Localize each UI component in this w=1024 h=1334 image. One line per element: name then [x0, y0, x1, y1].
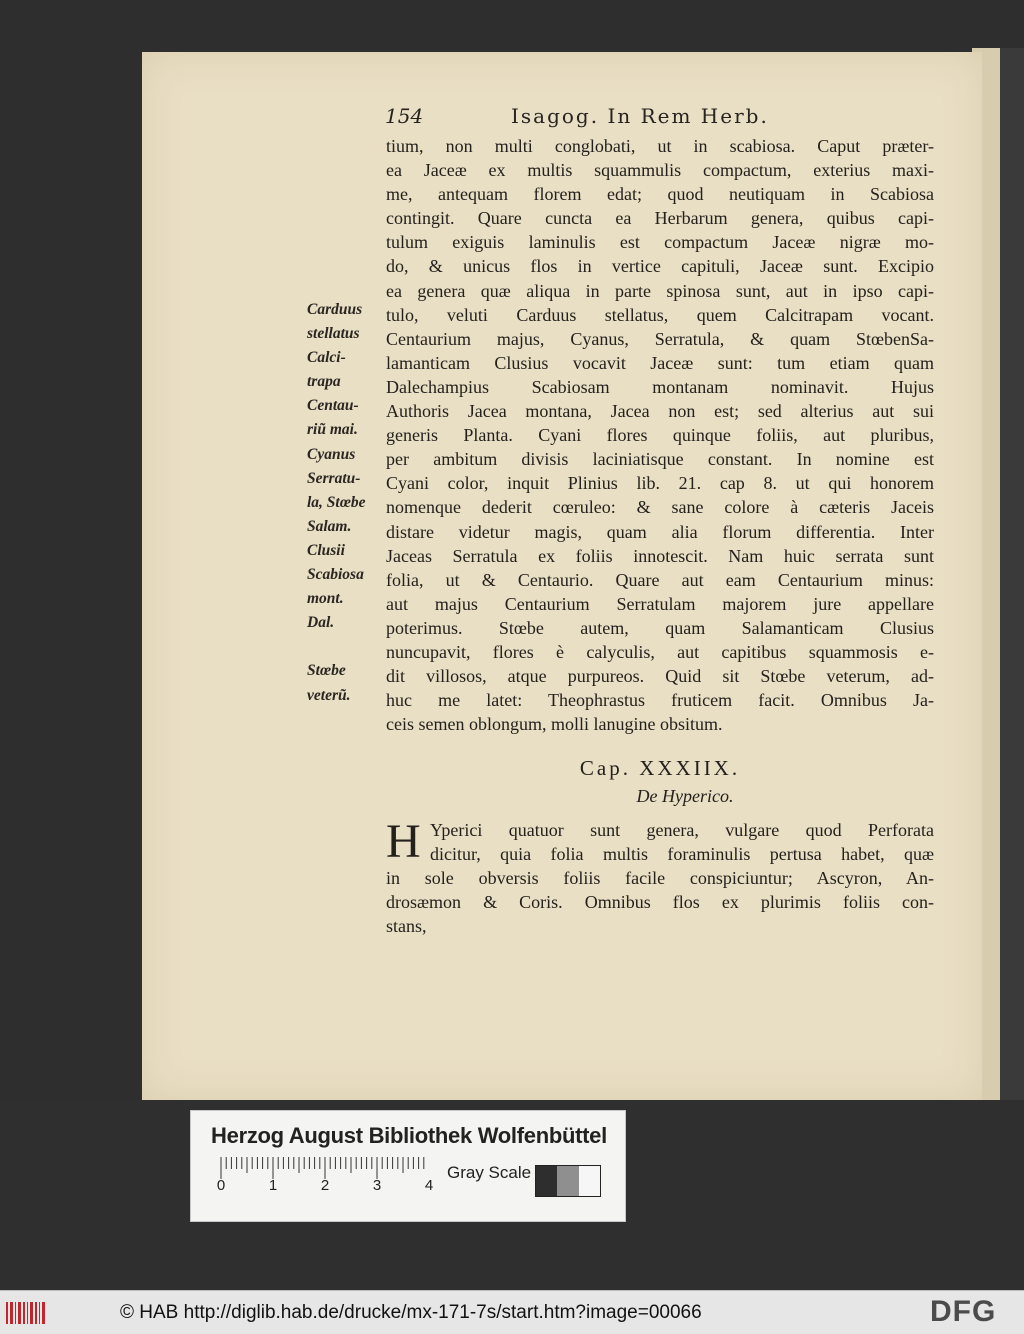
text-line: dit villosos, atque purpureos. Quid sit Stœbe veterum, ad- — [386, 666, 934, 687]
margin-note: la, Stœbe — [307, 493, 366, 511]
text-line: Authoris Jacea montana, Jacea non est; sed alterius aut sui — [386, 401, 934, 422]
body-text — [386, 134, 934, 736]
margin-note: stellatus — [307, 325, 360, 343]
catchword: stans, — [386, 916, 427, 937]
ruler-number: 1 — [268, 1177, 278, 1194]
margin-notes — [307, 298, 391, 708]
library-name: Herzog August Bibliothek Wolfenbüttel — [211, 1123, 607, 1148]
gray-patch — [557, 1166, 578, 1196]
text-line: Centaurium majus, Cyanus, Serratula, & quam StœbenSa- — [386, 328, 934, 349]
text-line: Dalechampius Scabiosam montanam nominavit. Hujus — [386, 376, 934, 397]
text-line: drosæmon & Coris. Omnibus flos ex plurimis foliis con- — [386, 892, 934, 913]
text-line: ea genera quæ aliqua in parte spinosa sunt, aut in ipso capi- — [386, 280, 934, 301]
text-line: generis Planta. Cyani flores quinque foliis, aut pluribus, — [386, 425, 934, 446]
gray-patch — [536, 1166, 557, 1196]
text-line: ea Jaceæ ex multis squammulis compactum, exterius maxi- — [386, 160, 934, 181]
margin-note: trapa — [307, 373, 341, 391]
ruler-number: 4 — [424, 1177, 434, 1194]
margin-note: Clusii — [307, 541, 345, 559]
text-line: lamanticam Clusius vocavit Jaceæ sunt: tum etiam quam — [386, 352, 934, 373]
copyright-url-link[interactable]: © HAB http://diglib.hab.de/drucke/mx-171-7s/start.htm?image=00066 — [120, 1302, 702, 1323]
margin-note: Serratu- — [307, 469, 361, 487]
text-line: tulo, veluti Carduus stellatus, quem Calcitrapam vocant. — [386, 304, 934, 325]
dfg-logo[interactable]: DFG — [930, 1295, 997, 1328]
color-calibration-card — [190, 1110, 626, 1222]
chapter-text — [386, 815, 934, 938]
text-line: per ambitum divisis laciniatisque constant. In nomine est — [386, 449, 934, 470]
viewer-footer-bar — [0, 1290, 1024, 1334]
margin-note: Dal. — [307, 614, 335, 632]
chapter-title: Cap. XXXIIX. — [579, 756, 741, 780]
book-edge-shadow — [1000, 48, 1024, 1108]
margin-note: veterũ. — [307, 686, 351, 704]
margin-note: Stœbe — [307, 662, 346, 680]
text-line: do, & unicus flos in vertice capituli, Jaceæ sunt. Excipio — [386, 256, 934, 277]
margin-note: Calci- — [307, 349, 346, 367]
text-line: me, antequam florem edat; quod neutiquam in Scabiosa — [386, 184, 934, 205]
gray-patch — [579, 1166, 600, 1196]
text-line: Cyani color, inquit Plinius lib. 21. cap 8. ut qui honorem — [386, 473, 934, 494]
hab-barcode-logo-icon[interactable] — [4, 1299, 48, 1327]
text-line: contingit. Quare cuncta ea Herbarum genera, quibus capi- — [386, 208, 934, 229]
text-line: nomenque dederit cœruleo: & sane colore à cæteris Jaceis — [386, 497, 934, 518]
page-header — [385, 104, 945, 132]
ruler-number: 0 — [216, 1177, 226, 1194]
text-line: ceis semen oblongum, molli lanugine obsitum. — [386, 714, 723, 735]
text-line: poterimus. Stœbe autem, quam Salamanticam Clusius — [386, 617, 934, 638]
text-line: nuncupavit, flores è calyculis, aut capitibus squammosis e- — [386, 641, 934, 662]
text-line: aut majus Centaurium Serratulam majorem jure appellare — [386, 593, 934, 614]
margin-note: mont. — [307, 590, 344, 608]
text-line: tium, non multi conglobati, ut in scabiosa. Caput præter- — [386, 136, 934, 156]
text-line: dicitur, quia folia multis foraminulis pertusa habet, quæ — [430, 844, 934, 865]
margin-note: Salam. — [307, 517, 352, 535]
chapter-lines — [386, 815, 934, 914]
text-line: tulum exiguis laminulis est compactum Jaceæ nigræ mo- — [386, 232, 934, 253]
gray-scale-label: Gray Scale — [447, 1163, 532, 1182]
margin-note: Scabiosa — [307, 566, 364, 584]
running-head: Isagog. In Rem Herb. — [511, 104, 769, 128]
ruler-number: 3 — [372, 1177, 382, 1194]
text-line: folia, ut & Centaurio. Quare aut eam Centaurium minus: — [386, 569, 934, 590]
page-number: 154 — [385, 104, 424, 128]
text-line: Yperici quatuor sunt genera, vulgare quod Perforata — [430, 820, 934, 840]
margin-note: Cyanus — [307, 445, 356, 463]
gray-scale-patches — [535, 1165, 601, 1197]
drop-cap: H — [386, 815, 421, 868]
text-line: distare videtur magis, quam alia florum differentia. Inter — [386, 521, 934, 542]
text-line: in sole obversis foliis facile conspiciuntur; Ascyron, An- — [386, 868, 934, 889]
margin-note: Carduus — [307, 301, 363, 318]
ruler-scale — [216, 1157, 434, 1194]
margin-note: riũ mai. — [307, 421, 358, 439]
ruler-number: 2 — [320, 1177, 330, 1194]
text-line: huc me latet: Theophrastus fruticem facit. Omnibus Ja- — [386, 690, 934, 711]
text-line: Jaceas Serratula ex foliis innotescit. Nam huic serrata sunt — [386, 545, 934, 566]
chapter-subtitle: De Hyperico. — [636, 786, 734, 806]
margin-note: Centau- — [307, 397, 359, 415]
